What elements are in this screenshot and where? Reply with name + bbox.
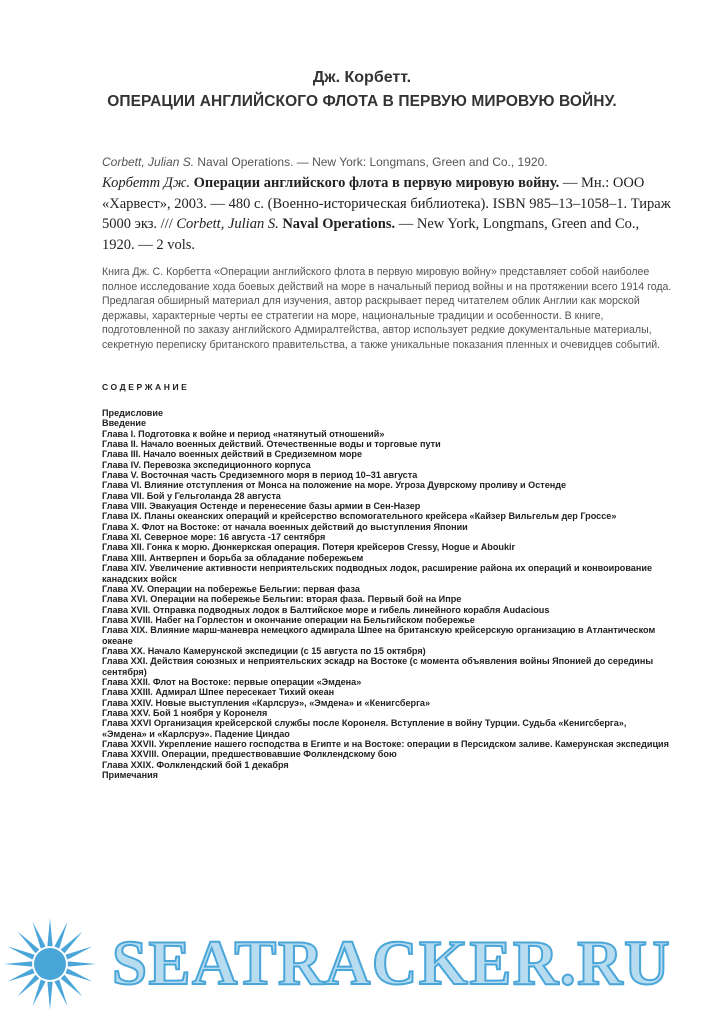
sun-ray: [61, 931, 83, 953]
sun-ray: [17, 975, 39, 997]
toc-entry[interactable]: Глава XVII. Отправка подводных лодок в Балтийское море и гибель линейного корабля Audacious: [102, 604, 550, 615]
toc-entry[interactable]: Глава XXVI Организация крейсерской службы после Коронеля. Вступление в войну Турции. Судьба «Кенигсберга», «Эмдена» и «Карлсруэ». Падение Циндао: [102, 718, 627, 739]
toc-entry[interactable]: Глава XVIII. Набег на Горлестон и окончание операции на Бельгийском побережье: [102, 614, 475, 625]
sun-core: [34, 948, 66, 980]
watermark-text: SEATRACKER.RU: [112, 928, 672, 998]
toc-entry[interactable]: Глава XXIV. Новые выступления «Карлсруэ», «Эмдена» и «Кенигсберга»: [102, 697, 431, 708]
toc-entry[interactable]: Глава XXIII. Адмирал Шпее пересекает Тихий океан: [102, 687, 335, 698]
sun-ray: [32, 922, 45, 949]
toc-entry[interactable]: Глава V. Восточная часть Средиземного моря в период 10–31 августа: [102, 470, 418, 481]
english-author: Corbett, Julian S.: [102, 155, 195, 169]
russian-reference: [102, 173, 672, 255]
toc-entry[interactable]: Глава XXV. Бой 1 ноября у Коронеля: [102, 707, 268, 718]
document-header: [0, 68, 724, 112]
table-of-contents: [102, 408, 672, 780]
toc-entry[interactable]: Глава X. Флот на Востоке: от начала военных действий до выступления Японии: [102, 521, 468, 532]
book-title: ОПЕРАЦИИ АНГЛИЙСКОГО ФЛОТА В ПЕРВУЮ МИРОВУЮ ВОЙНУ.: [107, 93, 617, 110]
toc-entry[interactable]: Глава XIX. Влияние марш-маневра немецкого адмирала Шпее на британскую крейсерскую организацию в Атлантическом океане: [102, 625, 656, 646]
sun-ray: [47, 982, 52, 1010]
toc-entry[interactable]: Глава I. Подготовка к войне и период «натянутый отношений»: [102, 428, 385, 439]
toc-entry[interactable]: Глава XXII. Флот на Востоке: первые операции «Эмдена»: [102, 676, 362, 687]
original-author: Corbett, Julian S.: [176, 216, 279, 232]
sun-ray: [61, 975, 83, 997]
author-name: Дж. Корбетт.: [312, 69, 412, 86]
sun-ray: [32, 979, 45, 1006]
sun-ray: [8, 968, 35, 981]
sun-ray: [65, 946, 92, 959]
toc-entry[interactable]: Предисловие: [102, 408, 164, 418]
toc-entry[interactable]: Глава VIII. Эвакуация Остенде и перенесение базы армии в Сен-Назер: [102, 501, 421, 512]
russian-title: Операции английского флота в первую мировую войну.: [190, 175, 560, 191]
sun-burst-icon: [4, 918, 96, 1010]
toc-entry[interactable]: Глава VII. Бой у Гельголанда 28 августа: [102, 490, 281, 501]
toc-entry[interactable]: Глава XV. Операции на побережье Бельгии: первая фаза: [102, 583, 360, 594]
toc-entry[interactable]: Глава XX. Начало Камерунской экспедиции (с 15 августа по 15 октября): [102, 645, 426, 656]
english-reference-rest: Naval Operations. — New York: Longmans, Green and Co., 1920.: [194, 155, 548, 169]
toc-entry[interactable]: Глава XXIX. Фолклендский бой 1 декабря: [102, 759, 289, 770]
toc-entry[interactable]: Глава XII. Гонка к морю. Дюнкеркская операция. Потеря крейсеров Cressy, Hogue и Aboukir: [102, 542, 516, 553]
toc-entry[interactable]: Примечания: [102, 770, 158, 781]
russian-reference-rest: — Мн.: ООО «Харвест», 2003. — 480 с. (Военно-историческая библиотека). ISBN 985–13–1058–1. Тираж 5000 экз. ///: [102, 175, 671, 232]
toc-entry[interactable]: Глава IX. Планы океанских операций и крейсерство вспомогательного крейсера «Кайзер Вильгельм дер Гроссе»: [102, 511, 617, 522]
english-reference: [102, 153, 672, 171]
toc-entry[interactable]: Введение: [102, 418, 147, 429]
sun-ray: [4, 961, 32, 966]
original-reference-rest: — New York, Longmans, Green and Co., 1920. — 2 vols.: [102, 216, 640, 253]
sun-ray: [54, 979, 67, 1006]
toc-entry[interactable]: Глава II. Начало военных действий. Отечественные воды и торговые пути: [102, 439, 441, 450]
toc-entry[interactable]: Глава XVI. Операции на побережье Бельгии: вторая фаза. Первый бой на Ипре: [102, 594, 462, 605]
contents-heading: СОДЕРЖАНИЕ: [102, 382, 190, 392]
original-title: Naval Operations.: [278, 216, 396, 232]
toc-entry[interactable]: Глава XXI. Действия союзных и неприятельских эскадр на Востоке (с момента объявления войны Японией до середины сентября): [102, 656, 654, 677]
toc-entry[interactable]: Глава XI. Северное море: 16 августа -17 сентября: [102, 532, 326, 543]
sun-ray: [47, 918, 52, 946]
toc-entry[interactable]: Глава VI. Влияние отступления от Монса на положение на море. Угроза Дуврскому проливу и Остенде: [102, 480, 567, 491]
sun-ray: [8, 946, 35, 959]
sun-ray: [68, 961, 96, 966]
sun-ray: [17, 931, 39, 953]
bibliographic-record: [102, 153, 672, 255]
sun-ray: [65, 968, 92, 981]
russian-author: Корбетт Дж.: [102, 175, 191, 191]
toc-entry[interactable]: Глава XXVII. Укрепление нашего господства в Египте и на Востоке: операции в Персидском заливе. Камерунская экспедиция: [102, 739, 669, 749]
toc-entry[interactable]: Глава XIV. Увеличение активности неприятельских подводных лодок, расширение района их операций и конвоирование канадских войск: [102, 563, 653, 584]
book-abstract: Книга Дж. С. Корбетта «Операции английского флота в первую мировую войну» представляет собой наиболее полное исследование хода боевых действий на море в начальный период войны и на протяжении всего 1914 года. Предлагая обширный материал для изучения, автор раскрывает перед читателем облик Англии как морской державы, характерные черты ее стратегии на море, национальные традиции и особенности. В книге, подготовленной по заказу английского Адмиралтейства, автор использует редкие документальные материалы, секретную переписку британского правительства, а также уникальные показания пленных и очевидцев событий.: [102, 266, 672, 351]
sun-ray: [54, 922, 67, 949]
toc-entry[interactable]: Глава III. Начало военных действий в Средиземном море: [102, 449, 363, 460]
toc-entry[interactable]: Глава XXVIII. Операции, предшествовавшие Фолклендскому бою: [102, 749, 397, 760]
toc-entry[interactable]: Глава IV. Перевозка экспедиционного корпуса: [102, 459, 311, 470]
toc-entry[interactable]: Глава XIII. Антверпен и борьба за обладание побережьем: [102, 552, 364, 563]
